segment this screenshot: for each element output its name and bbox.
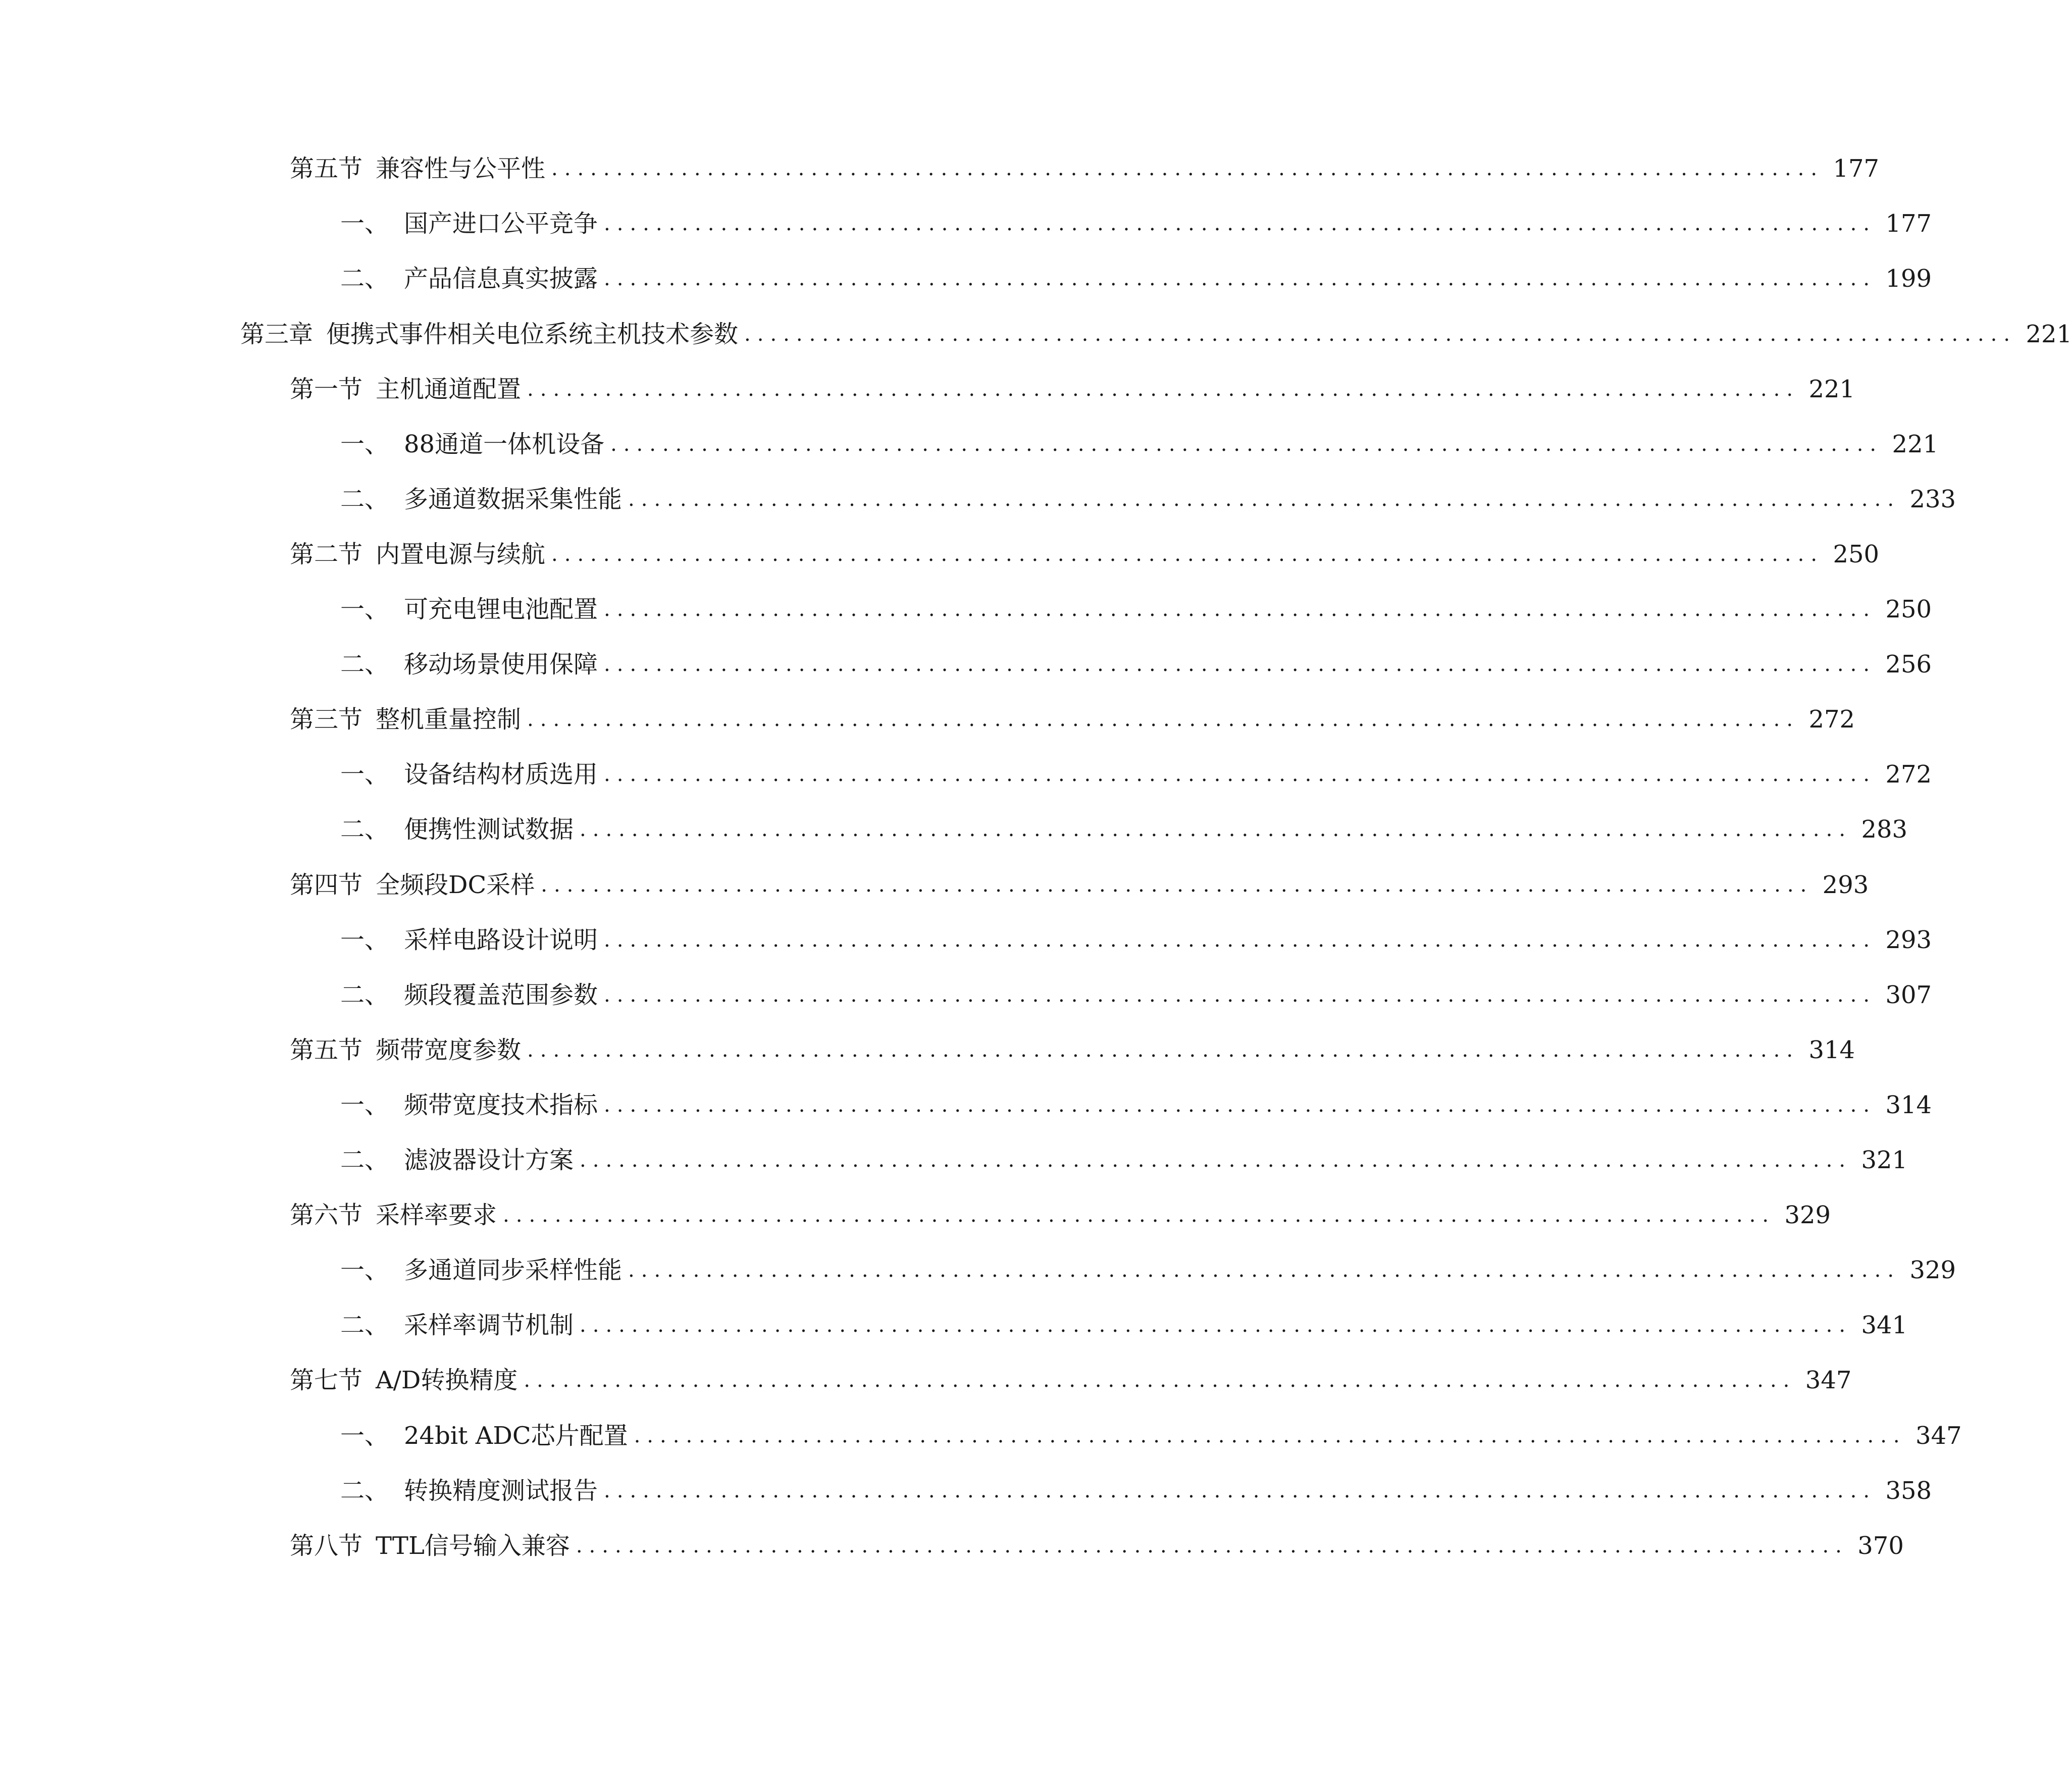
toc-entry[interactable]: [290, 369, 1855, 409]
dot-leader: ..................................................................................................: [604, 763, 1877, 786]
entry-title: 产品信息真实披露: [404, 265, 598, 293]
entry-title: 多通道数据采集性能: [404, 485, 623, 513]
entry-number: 二、: [340, 981, 389, 1009]
entry-page-number: 347: [1915, 1422, 1962, 1450]
entry-title: A/D转换精度: [376, 1366, 518, 1394]
entry-page-number: 221: [1892, 430, 1939, 458]
entry-page-number: 314: [1885, 1091, 1932, 1119]
entry-number: 第六节: [290, 1201, 363, 1229]
toc-entry[interactable]: [340, 1250, 1956, 1290]
dot-leader: ..................................................................................................: [604, 928, 1877, 952]
entry-number: 二、: [340, 650, 389, 679]
entry-number: 二、: [340, 485, 389, 513]
dot-leader: ..................................................................................................: [628, 1259, 1901, 1282]
entry-title: 主机通道配置: [376, 375, 522, 403]
toc-entry[interactable]: [340, 754, 1932, 795]
dot-leader: ..................................................................................................: [604, 1093, 1877, 1117]
toc-entry[interactable]: [290, 1360, 1852, 1400]
toc-entry[interactable]: [290, 1526, 1904, 1566]
dot-leader: ..................................................................................................: [604, 653, 1877, 676]
toc-entry[interactable]: [340, 644, 1932, 685]
toc-entry[interactable]: [340, 1416, 1962, 1456]
toc-entry[interactable]: [340, 809, 1908, 850]
entry-title: 多通道同步采样性能: [404, 1256, 623, 1284]
entry-title: 移动场景使用保障: [404, 650, 598, 679]
entry-page-number: 370: [1857, 1532, 1904, 1560]
entry-number: 第一节: [290, 375, 363, 403]
entry-number: 二、: [340, 1477, 389, 1505]
dot-leader: ..................................................................................................: [527, 1038, 1800, 1062]
toc-entry[interactable]: [340, 424, 1939, 464]
dot-leader: ..................................................................................................: [580, 818, 1852, 841]
dot-leader: ..................................................................................................: [576, 1534, 1848, 1557]
entry-page-number: 347: [1805, 1366, 1852, 1394]
toc-entry[interactable]: [290, 699, 1855, 740]
entry-title: 转换精度测试报告: [404, 1477, 598, 1505]
entry-title: 88通道一体机设备: [404, 430, 605, 458]
entry-number: 第二节: [290, 540, 363, 568]
toc-entry[interactable]: [340, 258, 1932, 299]
entry-number: 一、: [340, 1422, 389, 1450]
dot-leader: ..................................................................................................: [527, 708, 1800, 731]
dot-leader: ..................................................................................................: [541, 873, 1814, 897]
entry-page-number: 293: [1822, 871, 1869, 899]
toc-entry[interactable]: [290, 865, 1869, 905]
toc-entry[interactable]: [340, 1471, 1932, 1511]
entry-title: 采样电路设计说明: [404, 926, 598, 954]
dot-leader: ..................................................................................................: [604, 598, 1877, 621]
entry-number: 二、: [340, 1311, 389, 1339]
dot-leader: ..................................................................................................: [580, 1149, 1852, 1172]
entry-page-number: 272: [1885, 760, 1932, 789]
toc-entry[interactable]: [340, 920, 1932, 960]
dot-leader: ..................................................................................................: [604, 1479, 1877, 1502]
entry-title: 频带宽度参数: [376, 1036, 522, 1064]
toc-entry[interactable]: [340, 203, 1932, 244]
dot-leader: ..................................................................................................: [580, 1314, 1852, 1337]
entry-page-number: 250: [1833, 540, 1880, 568]
toc-entry[interactable]: [340, 1085, 1932, 1125]
entry-page-number: 221: [1808, 375, 1855, 403]
entry-page-number: 177: [1833, 154, 1880, 183]
entry-title: 频段覆盖范围参数: [404, 981, 598, 1009]
entry-title: 国产进口公平竞争: [404, 210, 598, 238]
entry-page-number: 256: [1885, 650, 1932, 679]
dot-leader: ..................................................................................................: [551, 543, 1824, 566]
entry-page-number: 341: [1861, 1311, 1908, 1339]
entry-number: 一、: [340, 595, 389, 623]
entry-page-number: 293: [1885, 926, 1932, 954]
entry-number: 第五节: [290, 1036, 363, 1064]
dot-leader: ..................................................................................................: [604, 983, 1877, 1007]
entry-page-number: 321: [1861, 1146, 1908, 1174]
entry-number: 第四节: [290, 871, 363, 899]
entry-page-number: 358: [1885, 1477, 1932, 1505]
toc-entry[interactable]: [340, 589, 1932, 630]
entry-number: 一、: [340, 1256, 389, 1284]
toc-entry[interactable]: [290, 534, 1880, 575]
entry-number: 第八节: [290, 1532, 363, 1560]
dot-leader: ..................................................................................................: [604, 267, 1877, 290]
entry-title: 兼容性与公平性: [376, 154, 546, 183]
entry-title: 24bit ADC芯片配置: [404, 1422, 628, 1450]
dot-leader: ..................................................................................................: [610, 433, 1883, 456]
entry-page-number: 272: [1808, 705, 1855, 734]
entry-number: 第七节: [290, 1366, 363, 1394]
toc-entry[interactable]: [290, 1195, 1831, 1235]
entry-number: 第五节: [290, 154, 363, 183]
entry-title: 便携性测试数据: [404, 815, 574, 844]
dot-leader: ..................................................................................................: [634, 1424, 1906, 1447]
entry-number: 二、: [340, 815, 389, 844]
entry-title: 设备结构材质选用: [404, 760, 598, 789]
dot-leader: ..................................................................................................: [604, 212, 1877, 235]
entry-number: 第三节: [290, 705, 363, 734]
dot-leader: ..................................................................................................: [527, 378, 1800, 401]
toc-entry[interactable]: [340, 975, 1932, 1015]
dot-leader: ..................................................................................................: [744, 323, 2017, 346]
entry-title: 滤波器设计方案: [404, 1146, 574, 1174]
dot-leader: ..................................................................................................: [524, 1369, 1796, 1392]
entry-page-number: 307: [1885, 981, 1932, 1009]
entry-title: 整机重量控制: [376, 705, 522, 734]
entry-title: 全频段DC采样: [376, 871, 535, 899]
entry-title: 便携式事件相关电位系统主机技术参数: [326, 320, 739, 348]
toc-entry[interactable]: [240, 314, 2072, 354]
dot-leader: ..................................................................................................: [503, 1204, 1776, 1227]
entry-number: 一、: [340, 430, 389, 458]
entry-page-number: 329: [1909, 1256, 1956, 1284]
entry-page-number: 199: [1885, 265, 1932, 293]
entry-page-number: 329: [1784, 1201, 1831, 1229]
entry-number: 第三章: [240, 320, 314, 348]
entry-title: 频带宽度技术指标: [404, 1091, 598, 1119]
entry-number: 二、: [340, 1146, 389, 1174]
entry-title: 采样率要求: [376, 1201, 497, 1229]
dot-leader: ..................................................................................................: [551, 157, 1824, 180]
entry-page-number: 250: [1885, 595, 1932, 623]
entry-title: 采样率调节机制: [404, 1311, 574, 1339]
entry-page-number: 221: [2026, 320, 2072, 348]
entry-title: 可充电锂电池配置: [404, 595, 598, 623]
dot-leader: ..................................................................................................: [628, 488, 1901, 511]
toc-entry[interactable]: [340, 1305, 1908, 1345]
toc-entry[interactable]: [290, 148, 1880, 189]
toc-entry[interactable]: [340, 479, 1956, 519]
entry-title: 内置电源与续航: [376, 540, 546, 568]
toc-entry[interactable]: [340, 1140, 1908, 1180]
entry-number: 一、: [340, 760, 389, 789]
entry-page-number: 283: [1861, 815, 1908, 844]
entry-number: 一、: [340, 926, 389, 954]
entry-number: 一、: [340, 210, 389, 238]
entry-number: 一、: [340, 1091, 389, 1119]
entry-page-number: 314: [1808, 1036, 1855, 1064]
entry-title: TTL信号输入兼容: [376, 1532, 570, 1560]
toc-entry[interactable]: [290, 1030, 1855, 1070]
entry-page-number: 177: [1885, 210, 1932, 238]
entry-page-number: 233: [1909, 485, 1956, 513]
entry-number: 二、: [340, 265, 389, 293]
